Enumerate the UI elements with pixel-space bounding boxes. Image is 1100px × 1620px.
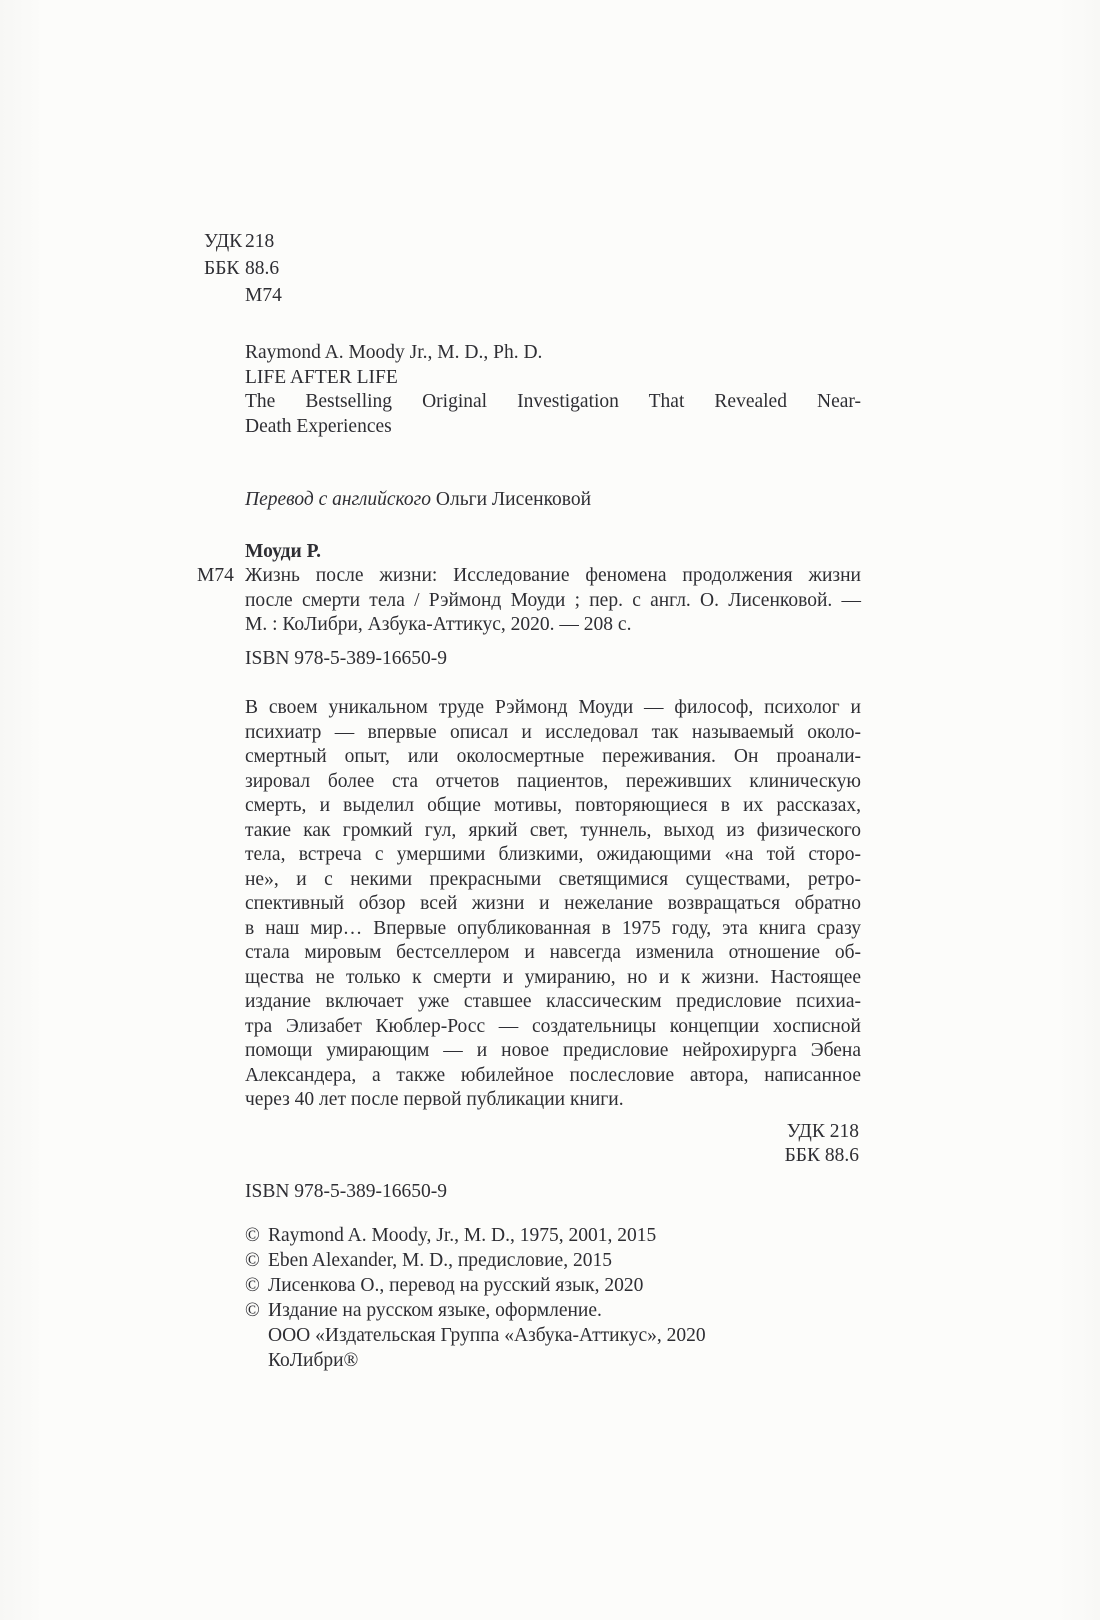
catalog-author: Моуди Р. xyxy=(245,540,322,562)
annotation-line: издание включает уже ставшее классическим предисловие психиа- xyxy=(245,991,861,1012)
annotation-line: такие как громкий гул, яркий свет, туннель, выход из физического xyxy=(245,819,861,841)
copyright-line xyxy=(245,1273,861,1298)
imprint-content xyxy=(197,228,861,1373)
isbn-top: ISBN 978-5-389-16650-9 xyxy=(245,647,448,669)
annotation-line: щества не только к смерти и умиранию, но и к жизни. Настоящее xyxy=(245,966,861,988)
annotation-line: помощи умирающим — и новое предисловие нейрохирурга Эбена xyxy=(245,1040,861,1061)
udk-right: УДК 218 xyxy=(786,1120,859,1142)
copyright-text: Eben Alexander, M. D., предисловие, 2015 xyxy=(268,1250,612,1271)
translation-label: Перевод с английского xyxy=(245,489,432,510)
annotation-line: смертный опыт, или околосмертные переживания. Он проанали- xyxy=(245,746,861,767)
annotation-line: через 40 лет после первой публикации книги. xyxy=(245,1089,624,1110)
copyright-symbol: © xyxy=(245,1225,260,1246)
annotation-line: зировал более ста отчетов пациентов, переживших клиническую xyxy=(245,770,861,792)
original-edition-block xyxy=(245,341,861,439)
author-code: М74 xyxy=(245,285,282,306)
annotation-line: психиатр — впервые описал и исследовал так называемый около- xyxy=(245,721,861,743)
catalog-entry xyxy=(197,540,861,672)
translator-name: Ольги Лисенковой xyxy=(435,489,592,510)
annotation-line: в наш мир… Впервые опубликованная в 1975 году, эта книга сразу xyxy=(245,917,861,939)
annotation-line: тра Элизабет Кюблер-Росс — создательницы концепции хосписной xyxy=(245,1015,861,1037)
udk-row xyxy=(204,228,861,255)
annotation-line: Александера, а также юбилейное послесловие автора, написанное xyxy=(245,1064,861,1086)
bbk-right: ББК 88.6 xyxy=(784,1145,859,1166)
author-code-row xyxy=(245,282,861,309)
copyright-line xyxy=(245,1348,861,1373)
catalog-line: Жизнь после жизни: Исследование феномена продолжения жизни xyxy=(245,565,861,586)
annotation-paragraph xyxy=(245,696,861,1113)
copyright-block xyxy=(245,1223,861,1373)
annotation-line: не», и с некими прекрасными светящимися существами, ретро- xyxy=(245,868,861,890)
copyright-symbol: © xyxy=(245,1300,260,1321)
copyright-symbol: © xyxy=(245,1275,260,1296)
copyright-symbol xyxy=(245,1323,268,1348)
original-author: Raymond A. Moody Jr., M. D., Ph. D. xyxy=(245,342,543,363)
annotation-line: В своем уникальном труде Рэймонд Моуди — философ, психолог и xyxy=(245,697,861,718)
bbk-label: ББК xyxy=(204,258,240,279)
translation-credit xyxy=(245,488,861,513)
copyright-line xyxy=(245,1323,861,1348)
catalog-line: М. : КоЛибри, Азбука-Аттикус, 2020. — 208 с. xyxy=(245,614,632,635)
copyright-text: Издание на русском языке, оформление. xyxy=(268,1300,602,1321)
copyright-text: Лисенкова О., перевод на русский язык, 2020 xyxy=(268,1275,644,1296)
bbk-value: 88.6 xyxy=(245,258,280,279)
original-subtitle-line2: Death Experiences xyxy=(245,415,392,437)
copyright-text: Raymond A. Moody, Jr., M. D., 1975, 2001, 2015 xyxy=(268,1225,657,1246)
classification-right-block xyxy=(245,1120,861,1169)
bbk-row xyxy=(204,255,861,282)
annotation-line: спективный обзор всей жизни и нежелание возвращаться обратно xyxy=(245,893,861,914)
classification-block xyxy=(204,228,861,309)
catalog-description xyxy=(197,564,861,638)
copyright-line xyxy=(245,1223,861,1248)
catalog-code: М74 xyxy=(197,565,234,586)
author-code-spacer xyxy=(204,282,245,309)
copyright-line xyxy=(245,1298,861,1323)
isbn-bottom: ISBN 978-5-389-16650-9 xyxy=(245,1180,448,1202)
copyright-text: КоЛибри® xyxy=(268,1350,359,1371)
annotation-line: тела, встреча с умершими близкими, ожидающими «на той сторо- xyxy=(245,844,861,865)
original-title: LIFE AFTER LIFE xyxy=(245,366,398,388)
copyright-text: ООО «Издательская Группа «Азбука-Аттикус», 2020 xyxy=(268,1325,706,1346)
original-subtitle-line1: The Bestselling Original Investigation That Revealed Near- xyxy=(245,391,861,412)
copyright-symbol xyxy=(245,1348,268,1373)
copyright-symbol: © xyxy=(245,1250,260,1271)
catalog-line: после смерти тела / Рэймонд Моуди ; пер. с англ. О. Лисенковой. — xyxy=(245,589,861,611)
udk-value: 218 xyxy=(245,231,275,252)
annotation-line: стала мировым бестселлером и навсегда изменила отношение об- xyxy=(245,942,861,963)
annotation-line: смерть, и выделил общие мотивы, повторяющиеся в их рассказах, xyxy=(245,795,861,816)
udk-label: УДК xyxy=(204,231,243,252)
copyright-line xyxy=(245,1248,861,1273)
